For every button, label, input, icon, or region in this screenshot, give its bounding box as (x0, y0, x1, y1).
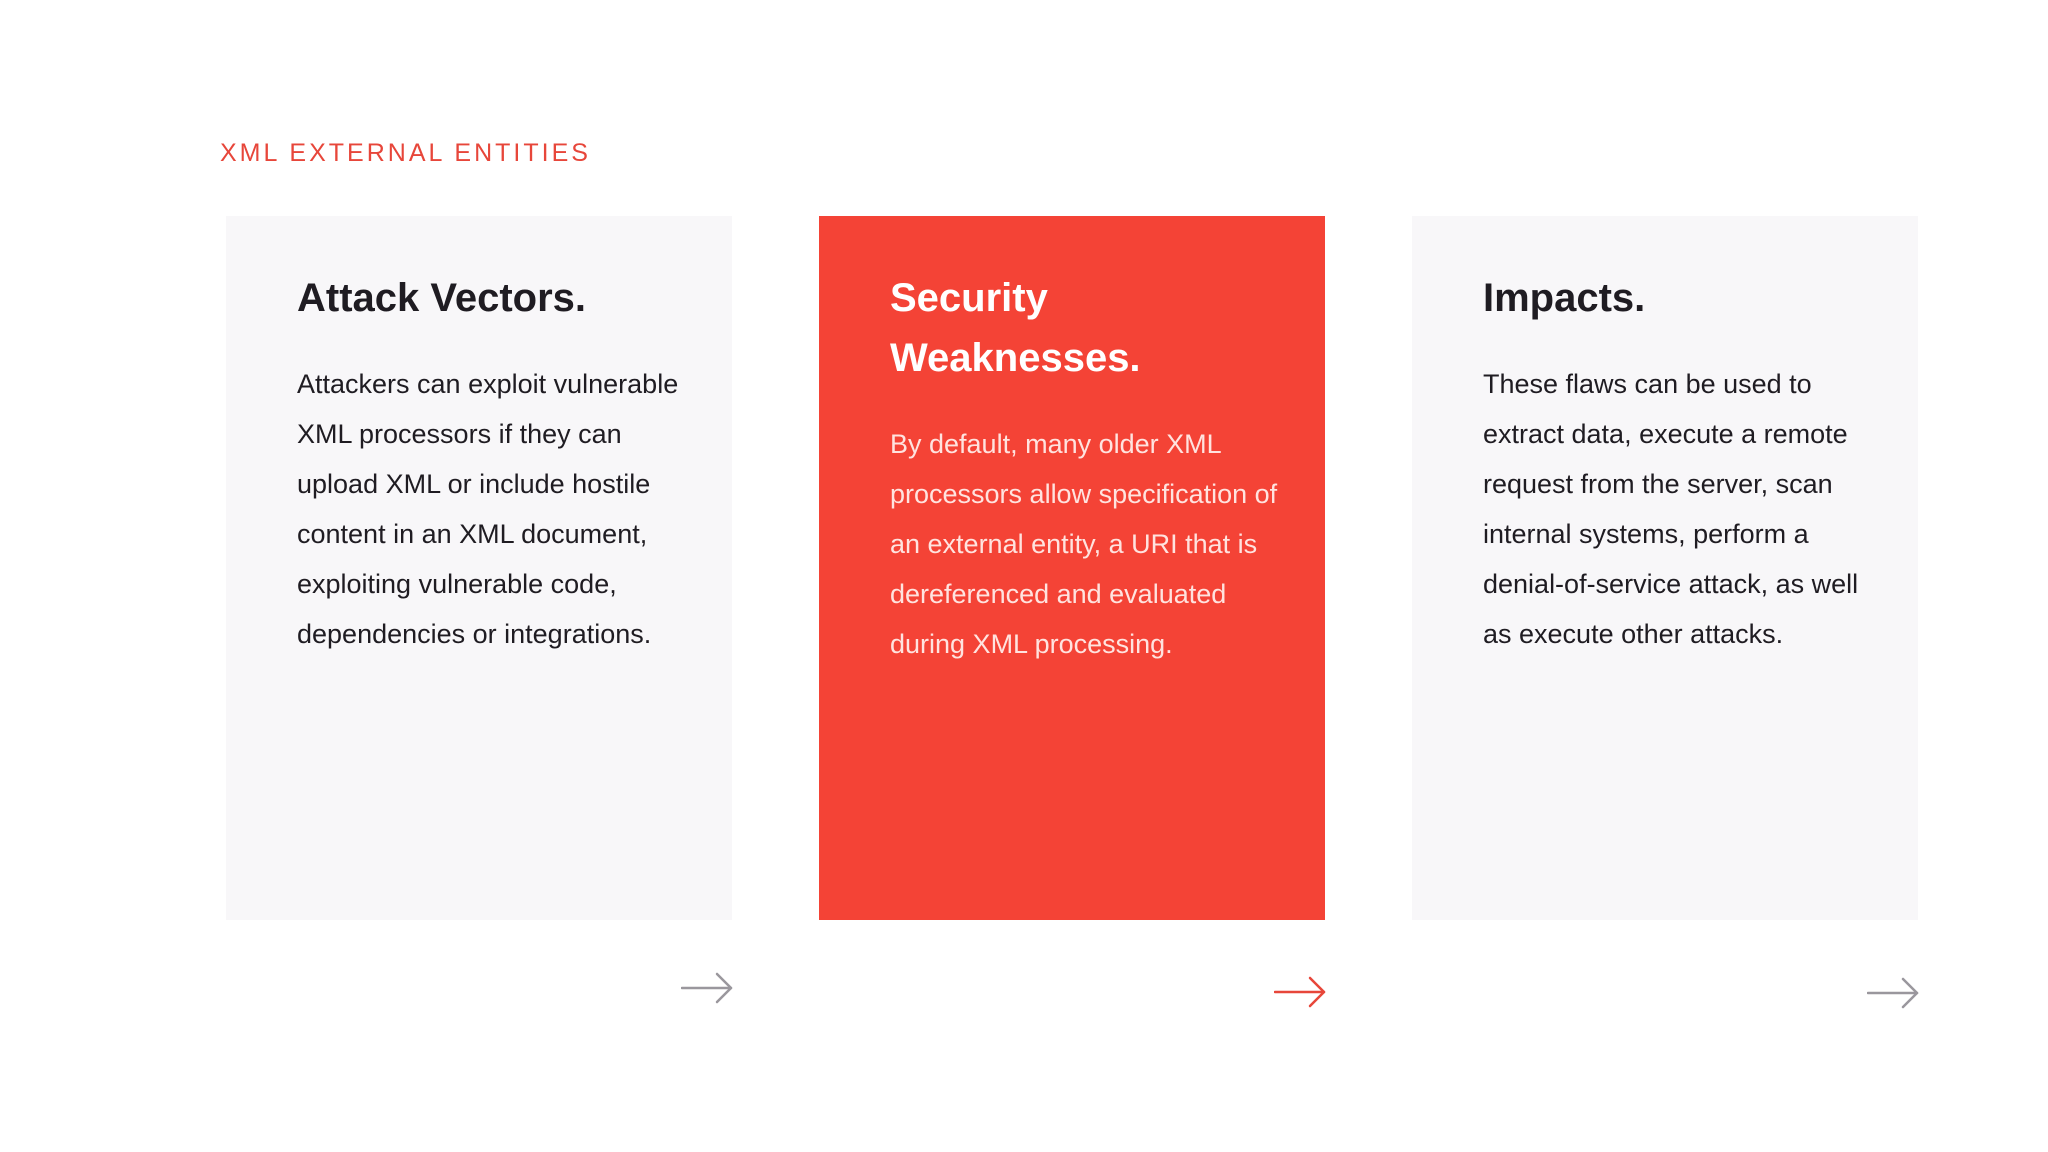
card-body: These flaws can be used to extract data, execute a remote request from the server, scan internal systems, perform a denial-of-service attack, as well as execute other attacks. (1483, 369, 1859, 649)
arrow-right-icon[interactable] (681, 972, 733, 1004)
card-impacts (1412, 216, 1918, 920)
arrow-right-icon[interactable] (1274, 976, 1326, 1008)
card-security-weaknesses (819, 216, 1325, 920)
card-attack-vectors (226, 216, 732, 920)
card-title: Attack Vectors. (297, 276, 587, 320)
section-eyebrow: XML EXTERNAL ENTITIES (220, 139, 591, 167)
card-title: Impacts. (1483, 276, 1646, 320)
card-title: Security Weaknesses. (890, 276, 1141, 380)
arrow-right-icon[interactable] (1867, 977, 1919, 1009)
card-body: By default, many older XML processors allow specification of an external entity, a URI that is dereferenced and evaluated during XML processing. (890, 429, 1278, 659)
card-body: Attackers can exploit vulnerable XML processors if they can upload XML or include hostile content in an XML document, exploiting vulnerable code, dependencies or integrations. (297, 369, 679, 649)
